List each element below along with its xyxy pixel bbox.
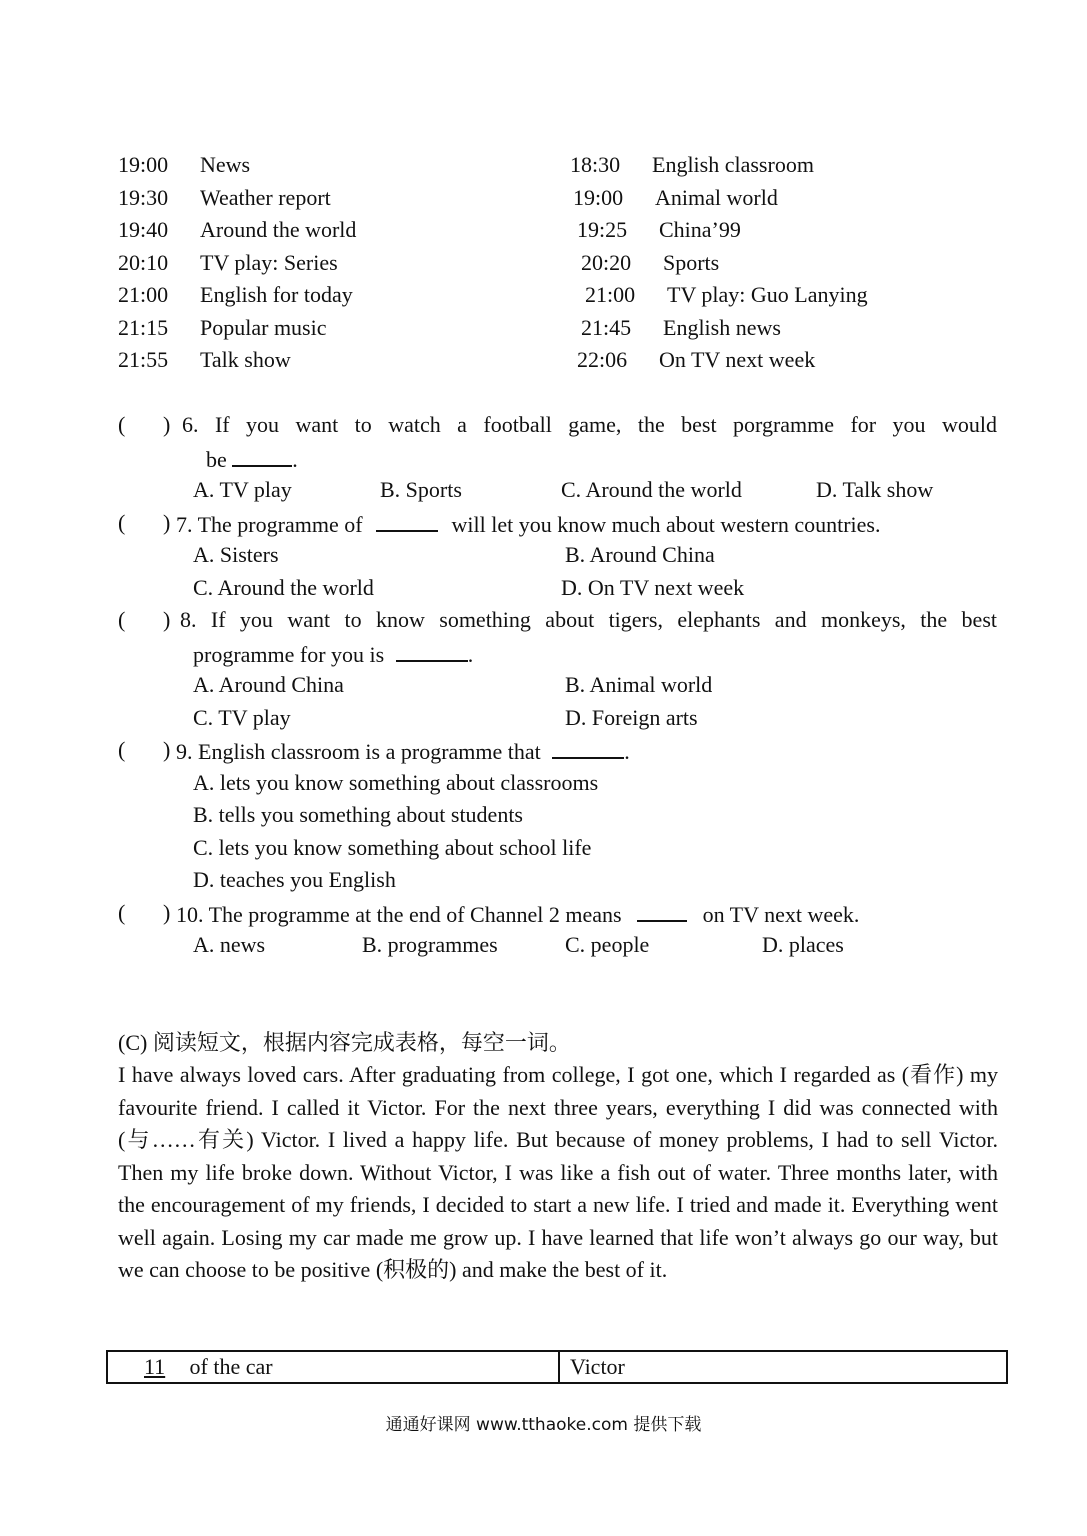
answer-paren-open: (: [118, 900, 126, 925]
schedule-time: 18:30: [570, 152, 621, 177]
schedule-title: Popular music: [200, 315, 327, 340]
answer-paren-close: ): [163, 510, 171, 535]
option-c: C. Around the world: [193, 575, 374, 600]
question-text: 6. If you want to watch a football game, the best porgramme for you would: [182, 412, 997, 437]
schedule-row: [118, 217, 356, 243]
schedule-time: 22:06: [577, 347, 628, 372]
option-b: B. Animal world: [565, 672, 713, 697]
option-c: C. TV play: [193, 705, 291, 730]
schedule-row: [577, 217, 741, 243]
question-text-cont: [193, 640, 473, 668]
question-text-cont: [206, 445, 298, 473]
schedule-row: [118, 315, 327, 341]
blank-number: 11: [144, 1354, 166, 1379]
section-c-heading: (C) 阅读短文，根据内容完成表格，每空一词。: [118, 1030, 571, 1055]
question-text: [176, 737, 630, 765]
option-d: D. teaches you English: [193, 867, 396, 892]
answer-table: [106, 1350, 1008, 1384]
schedule-title: Sports: [663, 250, 720, 275]
option-a: A. news: [193, 932, 266, 957]
schedule-title: English for today: [200, 282, 353, 307]
answer-blank: [552, 737, 624, 759]
answer-paren-close: ): [163, 607, 171, 632]
option-a: A. Around China: [193, 672, 344, 697]
answer-paren-close: ): [163, 737, 171, 762]
answer-blank: [637, 900, 687, 922]
answer-paren-close: ): [163, 412, 171, 437]
option-a: A. Sisters: [193, 542, 279, 567]
option-d: D. Foreign arts: [565, 705, 698, 730]
schedule-row: [118, 185, 331, 211]
table-cell-left: [108, 1352, 560, 1382]
schedule-row: [581, 250, 719, 276]
schedule-title: English news: [663, 315, 781, 340]
schedule-title: News: [200, 152, 251, 177]
answer-blank: [232, 445, 292, 467]
schedule-title: Animal world: [655, 185, 778, 210]
schedule-title: China’99: [659, 217, 741, 242]
question-text: 8. If you want to know something about tigers, elephants and monkeys, the best: [180, 607, 997, 632]
schedule-title: Talk show: [200, 347, 291, 372]
question-text-post: will let you know much about western countries.: [451, 512, 881, 537]
schedule-time: 20:10: [118, 250, 169, 275]
option-b: B. tells you something about students: [193, 802, 523, 827]
option-c: C. people: [565, 932, 650, 957]
schedule-title: Around the world: [200, 217, 357, 242]
schedule-title: TV play: Series: [200, 250, 338, 275]
schedule-title: English classroom: [652, 152, 814, 177]
question-text-pre: be: [206, 447, 227, 472]
question-text-pre: 9. English classroom is a programme that: [176, 739, 541, 764]
option-a: A. TV play: [193, 477, 292, 502]
schedule-title: On TV next week: [659, 347, 816, 372]
schedule-row: [577, 347, 815, 373]
question-text: [176, 510, 880, 538]
schedule-time: 21:55: [118, 347, 169, 372]
question-text-post: on TV next week.: [702, 902, 860, 927]
question-text: [176, 900, 859, 928]
table-cell-left-text: of the car: [189, 1354, 273, 1379]
schedule-time: 19:00: [118, 152, 169, 177]
question-text-pre: 7. The programme of: [176, 512, 363, 537]
schedule-row: [570, 152, 814, 178]
answer-paren-open: (: [118, 412, 126, 437]
schedule-time: 21:00: [118, 282, 169, 307]
option-d: D. places: [762, 932, 844, 957]
schedule-row: [573, 185, 778, 211]
schedule-time: 19:25: [577, 217, 628, 242]
option-d: D. Talk show: [816, 477, 934, 502]
option-b: B. Sports: [380, 477, 462, 502]
schedule-time: 19:40: [118, 217, 169, 242]
schedule-row: [118, 250, 338, 276]
question-text-pre: 10. The programme at the end of Channel 2 means: [176, 902, 622, 927]
schedule-title: Weather report: [200, 185, 331, 210]
option-d: D. On TV next week: [561, 575, 745, 600]
option-c: C. lets you know something about school life: [193, 835, 592, 860]
schedule-time: 21:00: [585, 282, 636, 307]
schedule-time: 19:30: [118, 185, 169, 210]
question-text-post: .: [467, 642, 474, 667]
schedule-row: [581, 315, 781, 341]
schedule-time: 19:00: [573, 185, 624, 210]
answer-paren-open: (: [118, 737, 126, 762]
schedule-row: [118, 152, 250, 178]
question-text-pre: programme for you is: [193, 642, 385, 667]
question-text-post: .: [624, 739, 630, 764]
reading-passage: I have always loved cars. After graduating from college, I got one, which I regarded as (看作) my favourite friend. I called it Victor. For the next three years, everything I did was connected with (与……有关) Victor. I lived a happy life. But because of money problems, I had to sell Victor. Then my life broke down. Without Victor, I was like a fish out of water. Three months later, with the encouragement of my friends, I decided to start a new life. I tried and made it. Everything went well again. Losing my car made me grow up. I have learned that life won’t always go our way, but we can choose to be positive (积极的) and make the best of it.: [118, 1062, 998, 1282]
schedule-row: [118, 282, 353, 308]
table-cell-right: Victor: [570, 1354, 625, 1379]
option-b: B. Around China: [565, 542, 715, 567]
option-b: B. programmes: [362, 932, 498, 957]
schedule-time: 21:45: [581, 315, 632, 340]
question-text-post: .: [292, 447, 298, 472]
answer-blank: [376, 510, 438, 532]
option-a: A. lets you know something about classrooms: [193, 770, 599, 795]
option-c: C. Around the world: [561, 477, 742, 502]
answer-paren-close: ): [163, 900, 171, 925]
answer-paren-open: (: [118, 510, 126, 535]
schedule-time: 21:15: [118, 315, 169, 340]
answer-blank: [396, 640, 468, 662]
answer-paren-open: (: [118, 607, 126, 632]
schedule-row: [585, 282, 868, 308]
schedule-row: [118, 347, 291, 373]
footer-credit: 通通好课网 www.tthaoke.com 提供下载: [385, 1415, 702, 1435]
schedule-title: TV play: Guo Lanying: [667, 282, 868, 307]
schedule-time: 20:20: [581, 250, 632, 275]
